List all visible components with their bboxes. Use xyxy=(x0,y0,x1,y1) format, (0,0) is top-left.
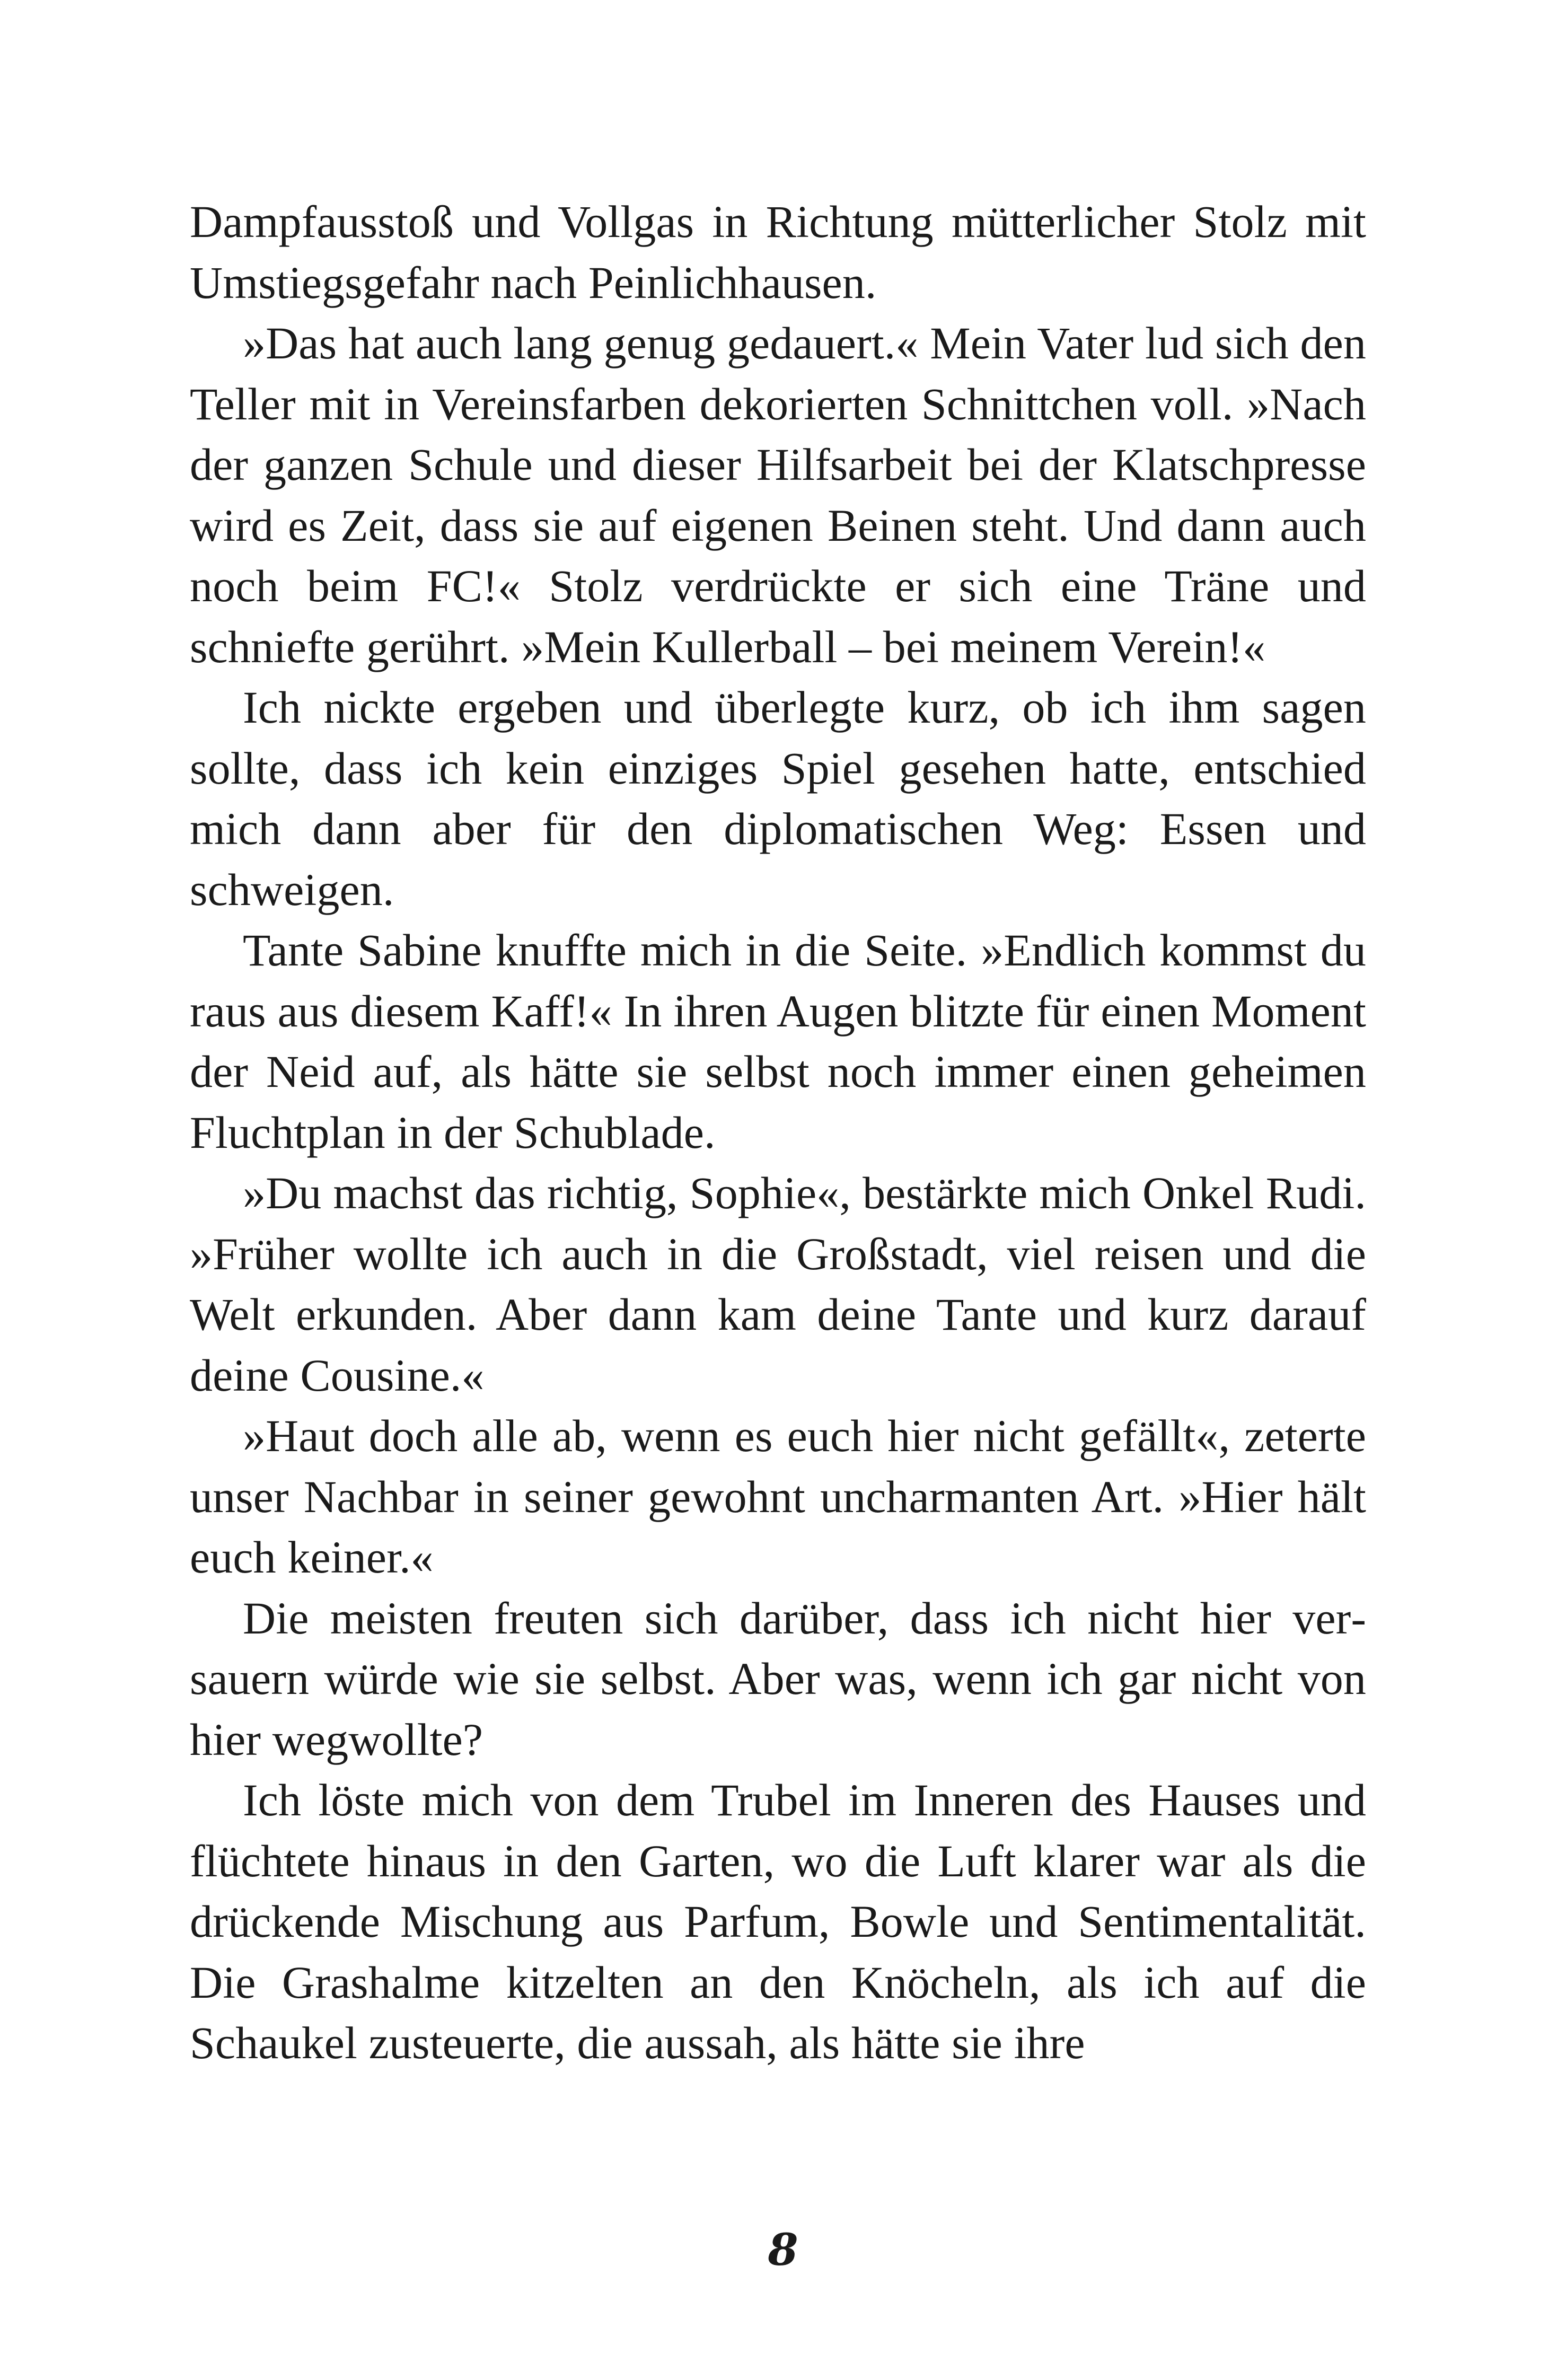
paragraph: Die meisten freuten sich darüber, dass ich nicht hier versauern würde wie sie selbst. Aber was, wenn ich gar nicht von hier wegwollte? xyxy=(190,1592,1366,1765)
paragraph: »Haut doch alle ab, wenn es euch hier nicht gefällt«, zeterte unser Nachbar in seiner gewohnt uncharmanten Art. »Hier hält euch keiner.« xyxy=(190,1410,1366,1583)
body-text xyxy=(190,191,1366,2074)
paragraph: »Das hat auch lang genug gedauert.« Mein Vater lud sich den Teller mit in Vereinsfarben dekorierten Schnittchen voll. »Nach der ganzen Schule und dieser Hilfsarbeit bei der Klatschpresse wird es Zeit, dass sie auf eigenen Beinen steht. Und dann auch noch beim FC!« Stolz verdrückte er sich eine Träne und schniefte gerührt. »Mein Kullerball – bei meinem Verein!« xyxy=(190,318,1366,672)
paragraph: Tante Sabine knuffte mich in die Seite. »Endlich kommst du raus aus diesem Kaff!« In ihren Augen blitzte für einen Moment der Neid auf, als hätte sie selbst noch immer einen geheimen Fluchtplan in der Schublade. xyxy=(190,925,1366,1158)
page-number: 8 xyxy=(768,2225,798,2276)
paragraph: Ich nickte ergeben und überlegte kurz, ob ich ihm sagen sollte, dass ich kein einziges Spiel gesehen hatte, entschied mich dann aber für den diplomatischen Weg: Essen und schweigen. xyxy=(190,682,1366,915)
paragraph: »Du machst das richtig, Sophie«, bestärkte mich Onkel Rudi. »Früher wollte ich auch in die Großstadt, viel reisen und die Welt erkunden. Aber dann kam deine Tante und kurz darauf deine Cousine.« xyxy=(190,1167,1366,1401)
paragraph: Ich löste mich von dem Trubel im Inneren des Hauses und flüchtete hinaus in den Garten, wo die Luft klarer war als die drückende Mischung aus Parfum, Bowle und Sentimentalität. Die Grashalme kitzelten an den Knöcheln, als ich auf die Schaukel zusteuerte, die aussah, als hätte sie ihre xyxy=(190,1775,1366,2068)
paragraph: Dampfausstoß und Vollgas in Richtung mütterlicher Stolz mit Umstiegsgefahr nach Peinlichhausen. xyxy=(190,196,1366,308)
